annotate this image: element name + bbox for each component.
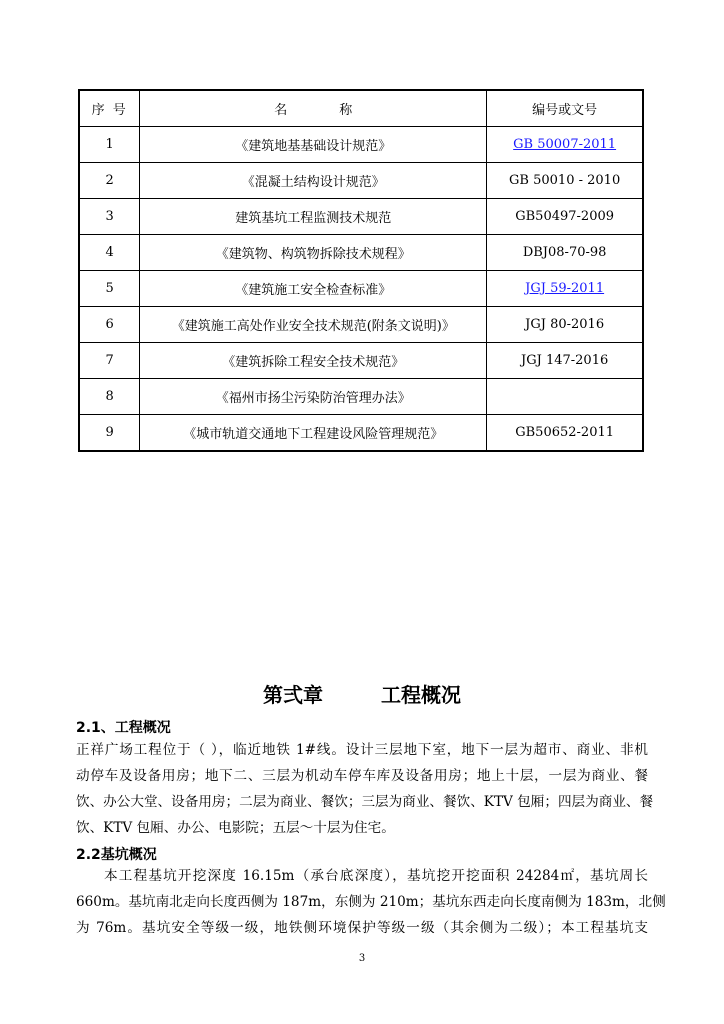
- standard-name: 《建筑拆除工程安全技术规范》: [140, 343, 487, 379]
- standard-name: 《建筑物、构筑物拆除技术规程》: [140, 235, 487, 271]
- header-code: 编号或文号: [487, 90, 643, 127]
- standard-name: 《建筑施工安全检查标准》: [140, 271, 487, 307]
- header-number: 序 号: [79, 90, 140, 127]
- row-number: 2: [79, 163, 140, 199]
- chapter-number: 第弍章: [263, 683, 323, 707]
- text-line: 本工程基坑开挖深度 16.15m（承台底深度），基坑挖开挖面积 24284㎡，基坑周长: [104, 868, 648, 884]
- chapter-heading: 工程概况: [381, 683, 461, 707]
- standard-code: GB 50010 - 2010: [509, 173, 621, 188]
- standard-code: JGJ 80-2016: [525, 317, 605, 332]
- standard-name: 建筑基坑工程监测技术规范: [140, 199, 487, 235]
- standard-code: GB50652-2011: [515, 425, 615, 440]
- row-number: 8: [79, 379, 140, 415]
- table-header-row: [79, 90, 643, 127]
- table-row: [79, 235, 643, 271]
- row-number: 7: [79, 343, 140, 379]
- standard-code-link[interactable]: JGJ 59-2011: [525, 281, 605, 296]
- standard-code-cell: [487, 163, 643, 199]
- section-pit-text: [76, 863, 666, 941]
- text-line: 为 76m。基坑安全等级一级，地铁侧环境保护等级一级（其余侧为二级）；本工程基坑支: [76, 920, 648, 936]
- header-name: 名 称: [140, 90, 487, 127]
- text-line: 饮、办公大堂、设备用房；二层为商业、餐饮；三层为商业、餐饮、KTV 包厢；四层为商业、餐: [76, 794, 654, 810]
- table-row: [79, 199, 643, 235]
- table-row: [79, 163, 643, 199]
- section-heading-pit: 2.2基坑概况: [76, 847, 157, 863]
- table-row: [79, 343, 643, 379]
- standard-code-cell: [487, 127, 643, 163]
- standard-code-cell: [487, 307, 643, 343]
- standard-code-cell: [487, 415, 643, 452]
- text-line: 660m。基坑南北走向长度西侧为 187m，东侧为 210m；基坑东西走向长度南侧为 183m，北侧: [76, 894, 666, 910]
- standard-code-cell: [487, 271, 643, 307]
- standard-name: 《建筑施工高处作业安全技术规范(附条文说明)》: [140, 307, 487, 343]
- page-number: 3: [358, 953, 366, 964]
- standard-code: JGJ 147-2016: [521, 353, 609, 368]
- table-row: [79, 271, 643, 307]
- standard-name: 《福州市扬尘污染防治管理办法》: [140, 379, 487, 415]
- chapter-title: [0, 679, 724, 708]
- row-number: 6: [79, 307, 140, 343]
- standard-name: 《混凝土结构设计规范》: [140, 163, 487, 199]
- text-line: 动停车及设备用房；地下二、三层为机动车停车库及设备用房；地上十层，一层为商业、餐: [76, 768, 648, 784]
- row-number: 3: [79, 199, 140, 235]
- standard-code-cell: [487, 199, 643, 235]
- standard-code-cell: [487, 379, 643, 415]
- table-row: [79, 415, 643, 452]
- standard-code: DBJ08-70-98: [522, 245, 607, 260]
- table-row: [79, 379, 643, 415]
- standard-code: GB50497-2009: [515, 209, 615, 224]
- row-number: 4: [79, 235, 140, 271]
- text-line: 饮、KTV 包厢、办公、电影院；五层～十层为住宅。: [76, 820, 395, 836]
- standard-code-cell: [487, 235, 643, 271]
- table-row: [79, 307, 643, 343]
- standards-table: [78, 89, 644, 452]
- row-number: 5: [79, 271, 140, 307]
- standard-name: 《城市轨道交通地下工程建设风险管理规范》: [140, 415, 487, 452]
- standard-code-cell: [487, 343, 643, 379]
- standard-code-link[interactable]: GB 50007-2011: [513, 137, 617, 152]
- text-line: 正祥广场工程位于（ ），临近地铁 1#线。设计三层地下室，地下一层为超市、商业、非机: [76, 742, 648, 758]
- table-row: [79, 127, 643, 163]
- table-body: [79, 127, 643, 452]
- standard-name: 《建筑地基基础设计规范》: [140, 127, 487, 163]
- row-number: 9: [79, 415, 140, 452]
- row-number: 1: [79, 127, 140, 163]
- section-overview-text: [76, 737, 654, 841]
- section-heading-overview: 2.1、工程概况: [76, 720, 171, 736]
